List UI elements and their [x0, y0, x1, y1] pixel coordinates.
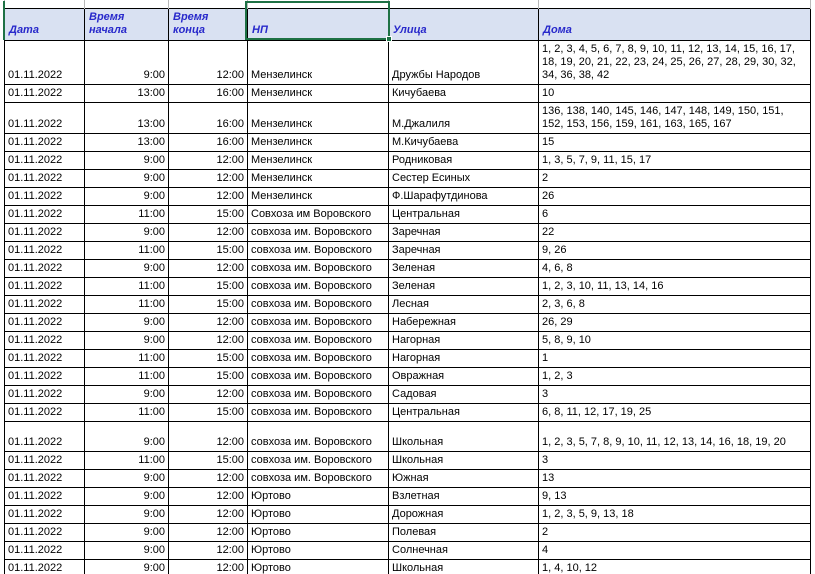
cell-date[interactable]: 01.11.2022 [5, 541, 85, 559]
table-row [5, 469, 811, 487]
cell-date[interactable]: 01.11.2022 [5, 421, 85, 451]
table-row [5, 151, 811, 169]
cell-date[interactable]: 01.11.2022 [5, 40, 85, 84]
header-cell-start[interactable]: Время начала [85, 8, 169, 40]
cell-end[interactable]: 12:00 [169, 187, 248, 205]
cell-np[interactable]: совхоза им. Воровского [248, 277, 389, 295]
cell-start[interactable]: 9:00 [85, 523, 169, 541]
table-row [5, 523, 811, 541]
cell-date[interactable]: 01.11.2022 [5, 469, 85, 487]
cell-street[interactable]: Набережная [389, 313, 539, 331]
cell-street[interactable]: Взлетная [389, 487, 539, 505]
cell-street[interactable]: Кичубаева [389, 84, 539, 102]
header-cell-date[interactable]: Дата [5, 8, 85, 40]
selection-fill-handle[interactable] [386, 36, 392, 42]
cell-end[interactable]: 16:00 [169, 84, 248, 102]
cell-date[interactable]: 01.11.2022 [5, 313, 85, 331]
cell-np[interactable]: Мензелинск [248, 40, 389, 84]
cell-np[interactable]: совхоза им. Воровского [248, 241, 389, 259]
table-row [5, 349, 811, 367]
cell-street[interactable]: Нагорная [389, 331, 539, 349]
cell-houses[interactable]: 2, 3, 6, 8 [539, 295, 811, 313]
cell-np[interactable]: совхоза им. Воровского [248, 469, 389, 487]
cell-np[interactable]: Мензелинск [248, 102, 389, 133]
cell-start[interactable]: 13:00 [85, 133, 169, 151]
cell-date[interactable]: 01.11.2022 [5, 84, 85, 102]
cell-street[interactable]: Лесная [389, 295, 539, 313]
cell-street[interactable]: Родниковая [389, 151, 539, 169]
cell-start[interactable]: 11:00 [85, 277, 169, 295]
cell-houses[interactable]: 136, 138, 140, 145, 146, 147, 148, 149, 150, 151, 152, 153, 156, 159, 161, 163, 165, 167 [539, 102, 811, 133]
cell-start[interactable]: 11:00 [85, 451, 169, 469]
cell-end[interactable]: 12:00 [169, 169, 248, 187]
header-cell-houses[interactable]: Дома [539, 8, 811, 40]
cell-date[interactable]: 01.11.2022 [5, 451, 85, 469]
cell-date[interactable]: 01.11.2022 [5, 151, 85, 169]
cell-end[interactable]: 12:00 [169, 421, 248, 451]
cell-start[interactable]: 9:00 [85, 169, 169, 187]
cell-start[interactable]: 9:00 [85, 187, 169, 205]
cell-end[interactable]: 15:00 [169, 451, 248, 469]
cell-date[interactable]: 01.11.2022 [5, 169, 85, 187]
cell-street[interactable]: Центральная [389, 205, 539, 223]
header-row [5, 8, 811, 40]
cell-np[interactable]: совхоза им. Воровского [248, 259, 389, 277]
partial-row-above-header [5, 0, 811, 8]
cell-np[interactable]: совхоза им. Воровского [248, 349, 389, 367]
cell-end[interactable]: 12:00 [169, 259, 248, 277]
cell-street[interactable]: Дорожная [389, 505, 539, 523]
empty-cell[interactable] [248, 0, 389, 8]
cell-street[interactable]: Ф.Шарафутдинова [389, 187, 539, 205]
cell-np[interactable]: Юртово [248, 523, 389, 541]
cell-np[interactable]: совхоза им. Воровского [248, 403, 389, 421]
cell-np[interactable]: совхоза им. Воровского [248, 331, 389, 349]
cell-street[interactable]: Садовая [389, 385, 539, 403]
cell-end[interactable]: 16:00 [169, 133, 248, 151]
cell-street[interactable]: Центральная [389, 403, 539, 421]
cell-end[interactable]: 12:00 [169, 559, 248, 574]
cell-start[interactable]: 11:00 [85, 349, 169, 367]
cell-date[interactable]: 01.11.2022 [5, 133, 85, 151]
cell-houses[interactable]: 13 [539, 469, 811, 487]
cell-houses[interactable]: 1, 2, 3, 5, 9, 13, 18 [539, 505, 811, 523]
cell-street[interactable]: Школьная [389, 559, 539, 574]
cell-houses[interactable]: 1, 2, 3, 4, 5, 6, 7, 8, 9, 10, 11, 12, 13, 14, 15, 16, 17, 18, 19, 20, 21, 22, 23, 24, 25, 26, 27, 28, 29, 30, 32, 34, 36, 38, 42 [539, 40, 811, 84]
cell-houses[interactable]: 1, 2, 3 [539, 367, 811, 385]
cell-end[interactable]: 12:00 [169, 223, 248, 241]
cell-date[interactable]: 01.11.2022 [5, 385, 85, 403]
cell-start[interactable]: 9:00 [85, 313, 169, 331]
empty-cell[interactable] [539, 0, 811, 8]
table-row [5, 84, 811, 102]
cell-end[interactable]: 12:00 [169, 40, 248, 84]
cell-street[interactable]: Нагорная [389, 349, 539, 367]
cell-date[interactable]: 01.11.2022 [5, 102, 85, 133]
cell-end[interactable]: 12:00 [169, 313, 248, 331]
cell-end[interactable]: 15:00 [169, 295, 248, 313]
cell-date[interactable]: 01.11.2022 [5, 403, 85, 421]
cell-start[interactable]: 9:00 [85, 505, 169, 523]
cell-end[interactable]: 15:00 [169, 367, 248, 385]
table-row [5, 559, 811, 574]
cell-np[interactable]: совхоза им. Воровского [248, 451, 389, 469]
table-row [5, 541, 811, 559]
cell-start[interactable]: 11:00 [85, 205, 169, 223]
cell-np[interactable]: Юртово [248, 559, 389, 574]
table-row [5, 205, 811, 223]
cell-end[interactable]: 12:00 [169, 385, 248, 403]
cell-houses[interactable]: 6, 8, 11, 12, 17, 19, 25 [539, 403, 811, 421]
cell-street[interactable]: Заречная [389, 223, 539, 241]
cell-np[interactable]: Совхоза им Воровского [248, 205, 389, 223]
cell-end[interactable]: 12:00 [169, 331, 248, 349]
cell-date[interactable]: 01.11.2022 [5, 349, 85, 367]
table-row [5, 421, 811, 451]
cell-houses[interactable]: 2 [539, 169, 811, 187]
cell-start[interactable]: 13:00 [85, 84, 169, 102]
cell-start[interactable]: 9:00 [85, 40, 169, 84]
table-row [5, 169, 811, 187]
cell-date[interactable]: 01.11.2022 [5, 331, 85, 349]
cell-np[interactable]: совхоза им. Воровского [248, 367, 389, 385]
cell-np[interactable]: Юртово [248, 487, 389, 505]
cell-houses[interactable]: 1, 4, 10, 12 [539, 559, 811, 574]
cell-street[interactable]: М.Джалиля [389, 102, 539, 133]
cell-start[interactable]: 9:00 [85, 151, 169, 169]
cell-np[interactable]: Мензелинск [248, 151, 389, 169]
table-row [5, 223, 811, 241]
cell-street[interactable]: Солнечная [389, 541, 539, 559]
cell-houses[interactable]: 1 [539, 349, 811, 367]
cell-street[interactable]: Овражная [389, 367, 539, 385]
cell-start[interactable]: 9:00 [85, 541, 169, 559]
cell-date[interactable]: 01.11.2022 [5, 367, 85, 385]
cell-end[interactable]: 15:00 [169, 205, 248, 223]
table-row [5, 40, 811, 84]
cell-end[interactable]: 15:00 [169, 349, 248, 367]
cell-street[interactable]: Школьная [389, 421, 539, 451]
header-cell-end[interactable]: Время конца [169, 8, 248, 40]
cell-np[interactable]: Мензелинск [248, 133, 389, 151]
cell-houses[interactable]: 4 [539, 541, 811, 559]
cell-np[interactable]: Юртово [248, 505, 389, 523]
cell-date[interactable]: 01.11.2022 [5, 187, 85, 205]
cell-houses[interactable]: 1, 2, 3, 10, 11, 13, 14, 16 [539, 277, 811, 295]
cell-houses[interactable]: 15 [539, 133, 811, 151]
table-row [5, 403, 811, 421]
cell-np[interactable]: Мензелинск [248, 84, 389, 102]
cell-houses[interactable]: 26, 29 [539, 313, 811, 331]
cell-street[interactable]: Южная [389, 469, 539, 487]
cell-date[interactable]: 01.11.2022 [5, 487, 85, 505]
cell-end[interactable]: 12:00 [169, 523, 248, 541]
empty-cell[interactable] [85, 0, 169, 8]
table-row [5, 259, 811, 277]
header-cell-street[interactable]: Улица [389, 8, 539, 40]
cell-start[interactable]: 9:00 [85, 223, 169, 241]
cell-np[interactable]: совхоза им. Воровского [248, 313, 389, 331]
cell-street[interactable]: Школьная [389, 451, 539, 469]
cell-np[interactable]: совхоза им. Воровского [248, 223, 389, 241]
cell-start[interactable]: 9:00 [85, 385, 169, 403]
cell-end[interactable]: 12:00 [169, 151, 248, 169]
cell-date[interactable]: 01.11.2022 [5, 241, 85, 259]
cell-houses[interactable]: 2 [539, 523, 811, 541]
cell-np[interactable]: Мензелинск [248, 169, 389, 187]
cell-start[interactable]: 9:00 [85, 331, 169, 349]
cell-date[interactable]: 01.11.2022 [5, 277, 85, 295]
table-row [5, 385, 811, 403]
table-row [5, 295, 811, 313]
empty-cell[interactable] [5, 0, 85, 8]
header-cell-np[interactable]: НП [248, 8, 389, 40]
cell-date[interactable]: 01.11.2022 [5, 205, 85, 223]
cell-street[interactable]: Полевая [389, 523, 539, 541]
cell-end[interactable]: 12:00 [169, 505, 248, 523]
table-row [5, 331, 811, 349]
schedule-table [4, 0, 811, 574]
cell-houses[interactable]: 3 [539, 451, 811, 469]
cell-houses[interactable]: 22 [539, 223, 811, 241]
cell-start[interactable]: 11:00 [85, 403, 169, 421]
table-row [5, 187, 811, 205]
cell-end[interactable]: 12:00 [169, 541, 248, 559]
cell-start[interactable]: 13:00 [85, 102, 169, 133]
table-row [5, 133, 811, 151]
cell-end[interactable]: 16:00 [169, 102, 248, 133]
cell-date[interactable]: 01.11.2022 [5, 505, 85, 523]
cell-houses[interactable]: 10 [539, 84, 811, 102]
cell-start[interactable]: 11:00 [85, 367, 169, 385]
cell-date[interactable]: 01.11.2022 [5, 295, 85, 313]
cell-houses[interactable]: 26 [539, 187, 811, 205]
table-row [5, 487, 811, 505]
cell-street[interactable]: Зеленая [389, 277, 539, 295]
cell-street[interactable]: Заречная [389, 241, 539, 259]
cell-date[interactable]: 01.11.2022 [5, 559, 85, 574]
cell-houses[interactable]: 4, 6, 8 [539, 259, 811, 277]
cell-date[interactable]: 01.11.2022 [5, 523, 85, 541]
cell-street[interactable]: Дружбы Народов [389, 40, 539, 84]
cell-start[interactable]: 11:00 [85, 241, 169, 259]
cell-np[interactable]: совхоза им. Воровского [248, 421, 389, 451]
empty-cell[interactable] [389, 0, 539, 8]
cell-houses[interactable]: 9, 26 [539, 241, 811, 259]
cell-houses[interactable]: 5, 8, 9, 10 [539, 331, 811, 349]
table-row [5, 451, 811, 469]
cell-end[interactable]: 15:00 [169, 403, 248, 421]
cell-start[interactable]: 9:00 [85, 487, 169, 505]
table-row [5, 102, 811, 133]
cell-end[interactable]: 15:00 [169, 241, 248, 259]
table-row [5, 367, 811, 385]
table-row [5, 313, 811, 331]
cell-end[interactable]: 12:00 [169, 487, 248, 505]
cell-start[interactable]: 9:00 [85, 421, 169, 451]
selection-left-edge [3, 1, 5, 40]
cell-date[interactable]: 01.11.2022 [5, 259, 85, 277]
table-row [5, 277, 811, 295]
cell-end[interactable]: 12:00 [169, 469, 248, 487]
empty-cell[interactable] [169, 0, 248, 8]
cell-start[interactable]: 9:00 [85, 259, 169, 277]
cell-houses[interactable]: 3 [539, 385, 811, 403]
cell-houses[interactable]: 1, 3, 5, 7, 9, 11, 15, 17 [539, 151, 811, 169]
cell-start[interactable]: 9:00 [85, 559, 169, 574]
cell-np[interactable]: совхоза им. Воровского [248, 295, 389, 313]
cell-np[interactable]: Юртово [248, 541, 389, 559]
cell-np[interactable]: совхоза им. Воровского [248, 385, 389, 403]
cell-start[interactable]: 9:00 [85, 469, 169, 487]
cell-end[interactable]: 15:00 [169, 277, 248, 295]
table-row [5, 241, 811, 259]
cell-np[interactable]: Мензелинск [248, 187, 389, 205]
cell-houses[interactable]: 9, 13 [539, 487, 811, 505]
table-row [5, 505, 811, 523]
cell-houses[interactable]: 1, 2, 3, 5, 7, 8, 9, 10, 11, 12, 13, 14, 16, 18, 19, 20 [539, 421, 811, 451]
cell-houses[interactable]: 6 [539, 205, 811, 223]
cell-street[interactable]: Зеленая [389, 259, 539, 277]
cell-start[interactable]: 11:00 [85, 295, 169, 313]
table-body [5, 40, 811, 574]
cell-date[interactable]: 01.11.2022 [5, 223, 85, 241]
cell-street[interactable]: М.Кичубаева [389, 133, 539, 151]
cell-street[interactable]: Сестер Есиных [389, 169, 539, 187]
